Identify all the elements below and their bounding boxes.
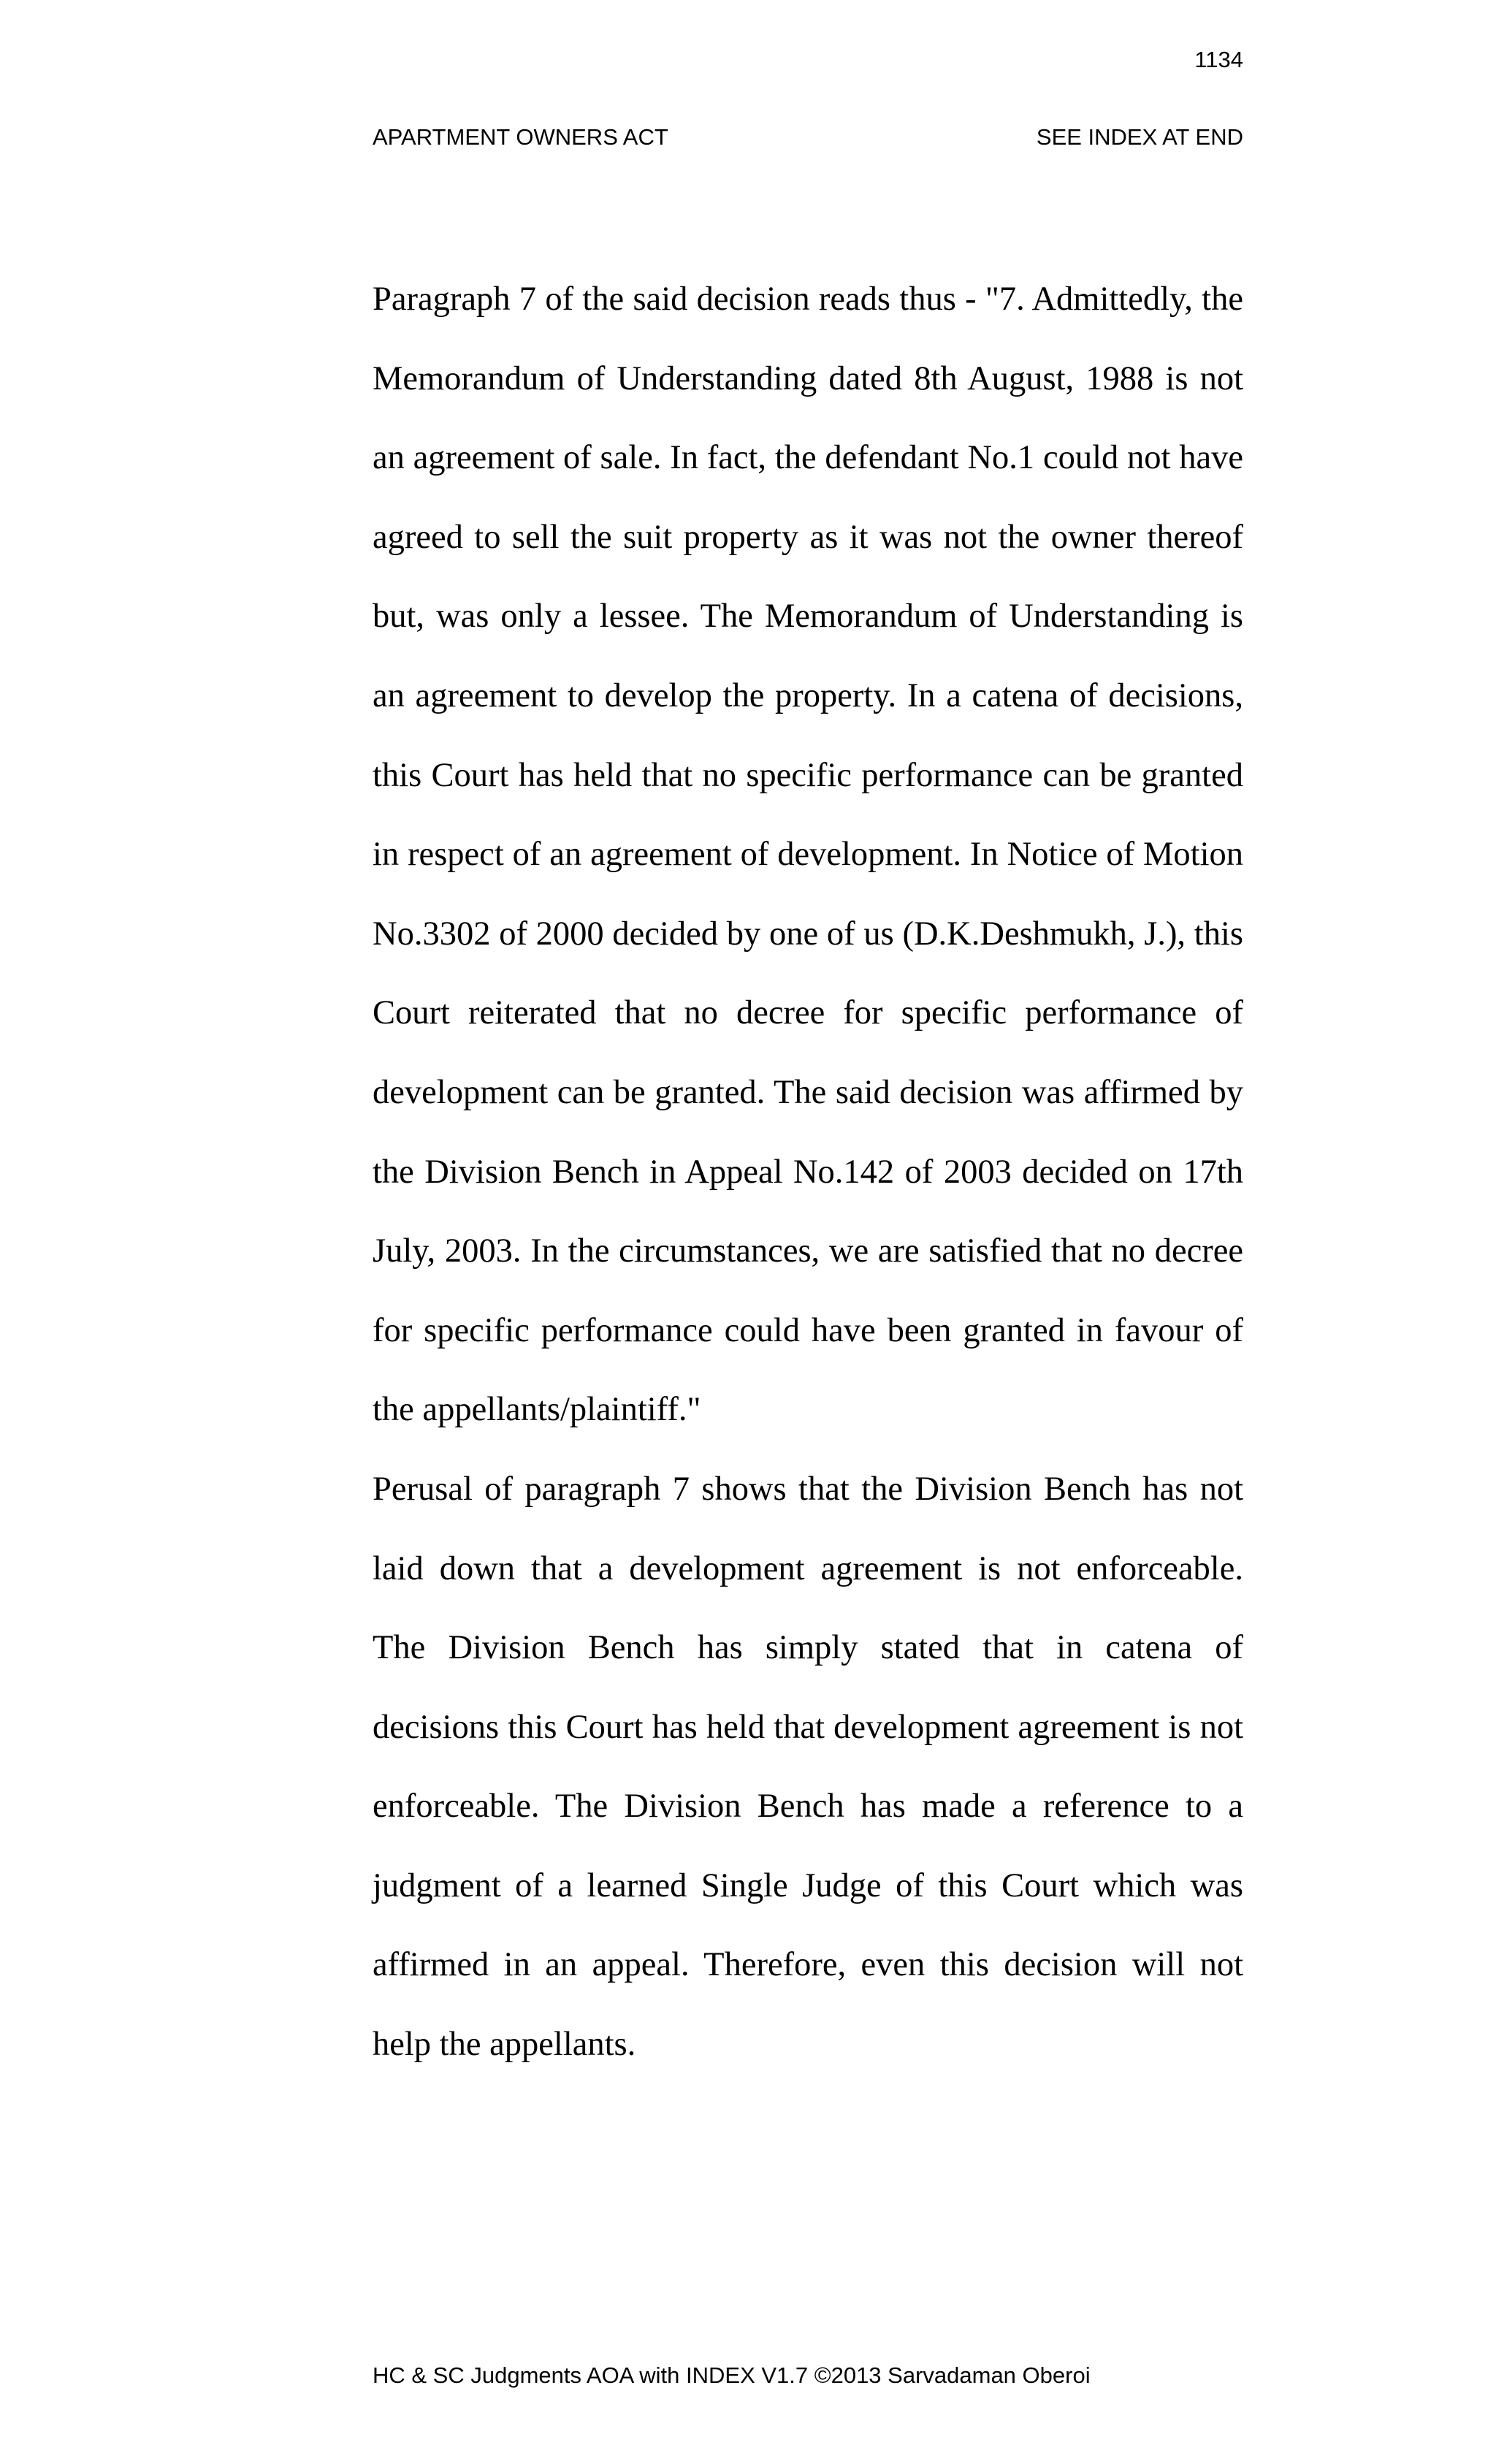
page-footer: HC & SC Judgments AOA with INDEX V1.7 ©2013 Sarvadaman Oberoi xyxy=(373,2362,1091,2388)
running-header-title: APARTMENT OWNERS ACT xyxy=(373,124,668,150)
running-header-index-note: SEE INDEX AT END xyxy=(1036,124,1243,150)
body-paragraph-quote: Paragraph 7 of the said decision reads thus - "7. Admittedly, the Memorandum of Understanding dated 8th August, 1988 is not an agreement of sale. In fact, the defendant No.1 could not have agreed to sell the suit property as it was not the owner thereof but, was only a lessee. The Memorandum of Understanding is an agreement to develop the property. In a catena of decisions, this Court has held that no specific performance can be granted in respect of an agreement of development. In Notice of Motion No.3302 of 2000 decided by one of us (D.K.Deshmukh, J.), this Court reiterated that no decree for specific performance of development can be granted. The said decision was affirmed by the Division Bench in Appeal No.142 of 2003 decided on 17th July, 2003. In the circumstances, we are satisfied that no decree for specific performance could have been granted in favour of the appellants/plaintiff." xyxy=(373,281,1243,1429)
body-text xyxy=(373,260,1243,2085)
page-number: 1134 xyxy=(1194,47,1243,72)
body-paragraph-perusal: Perusal of paragraph 7 shows that the Division Bench has not laid down that a development agreement is not enforceable. The Division Bench has simply stated that in catena of decisions this Court has held that development agreement is not enforceable. The Division Bench has made a reference to a judgment of a learned Single Judge of this Court which was affirmed in an appeal. Therefore, even this decision will not help the appellants. xyxy=(373,1470,1243,2064)
